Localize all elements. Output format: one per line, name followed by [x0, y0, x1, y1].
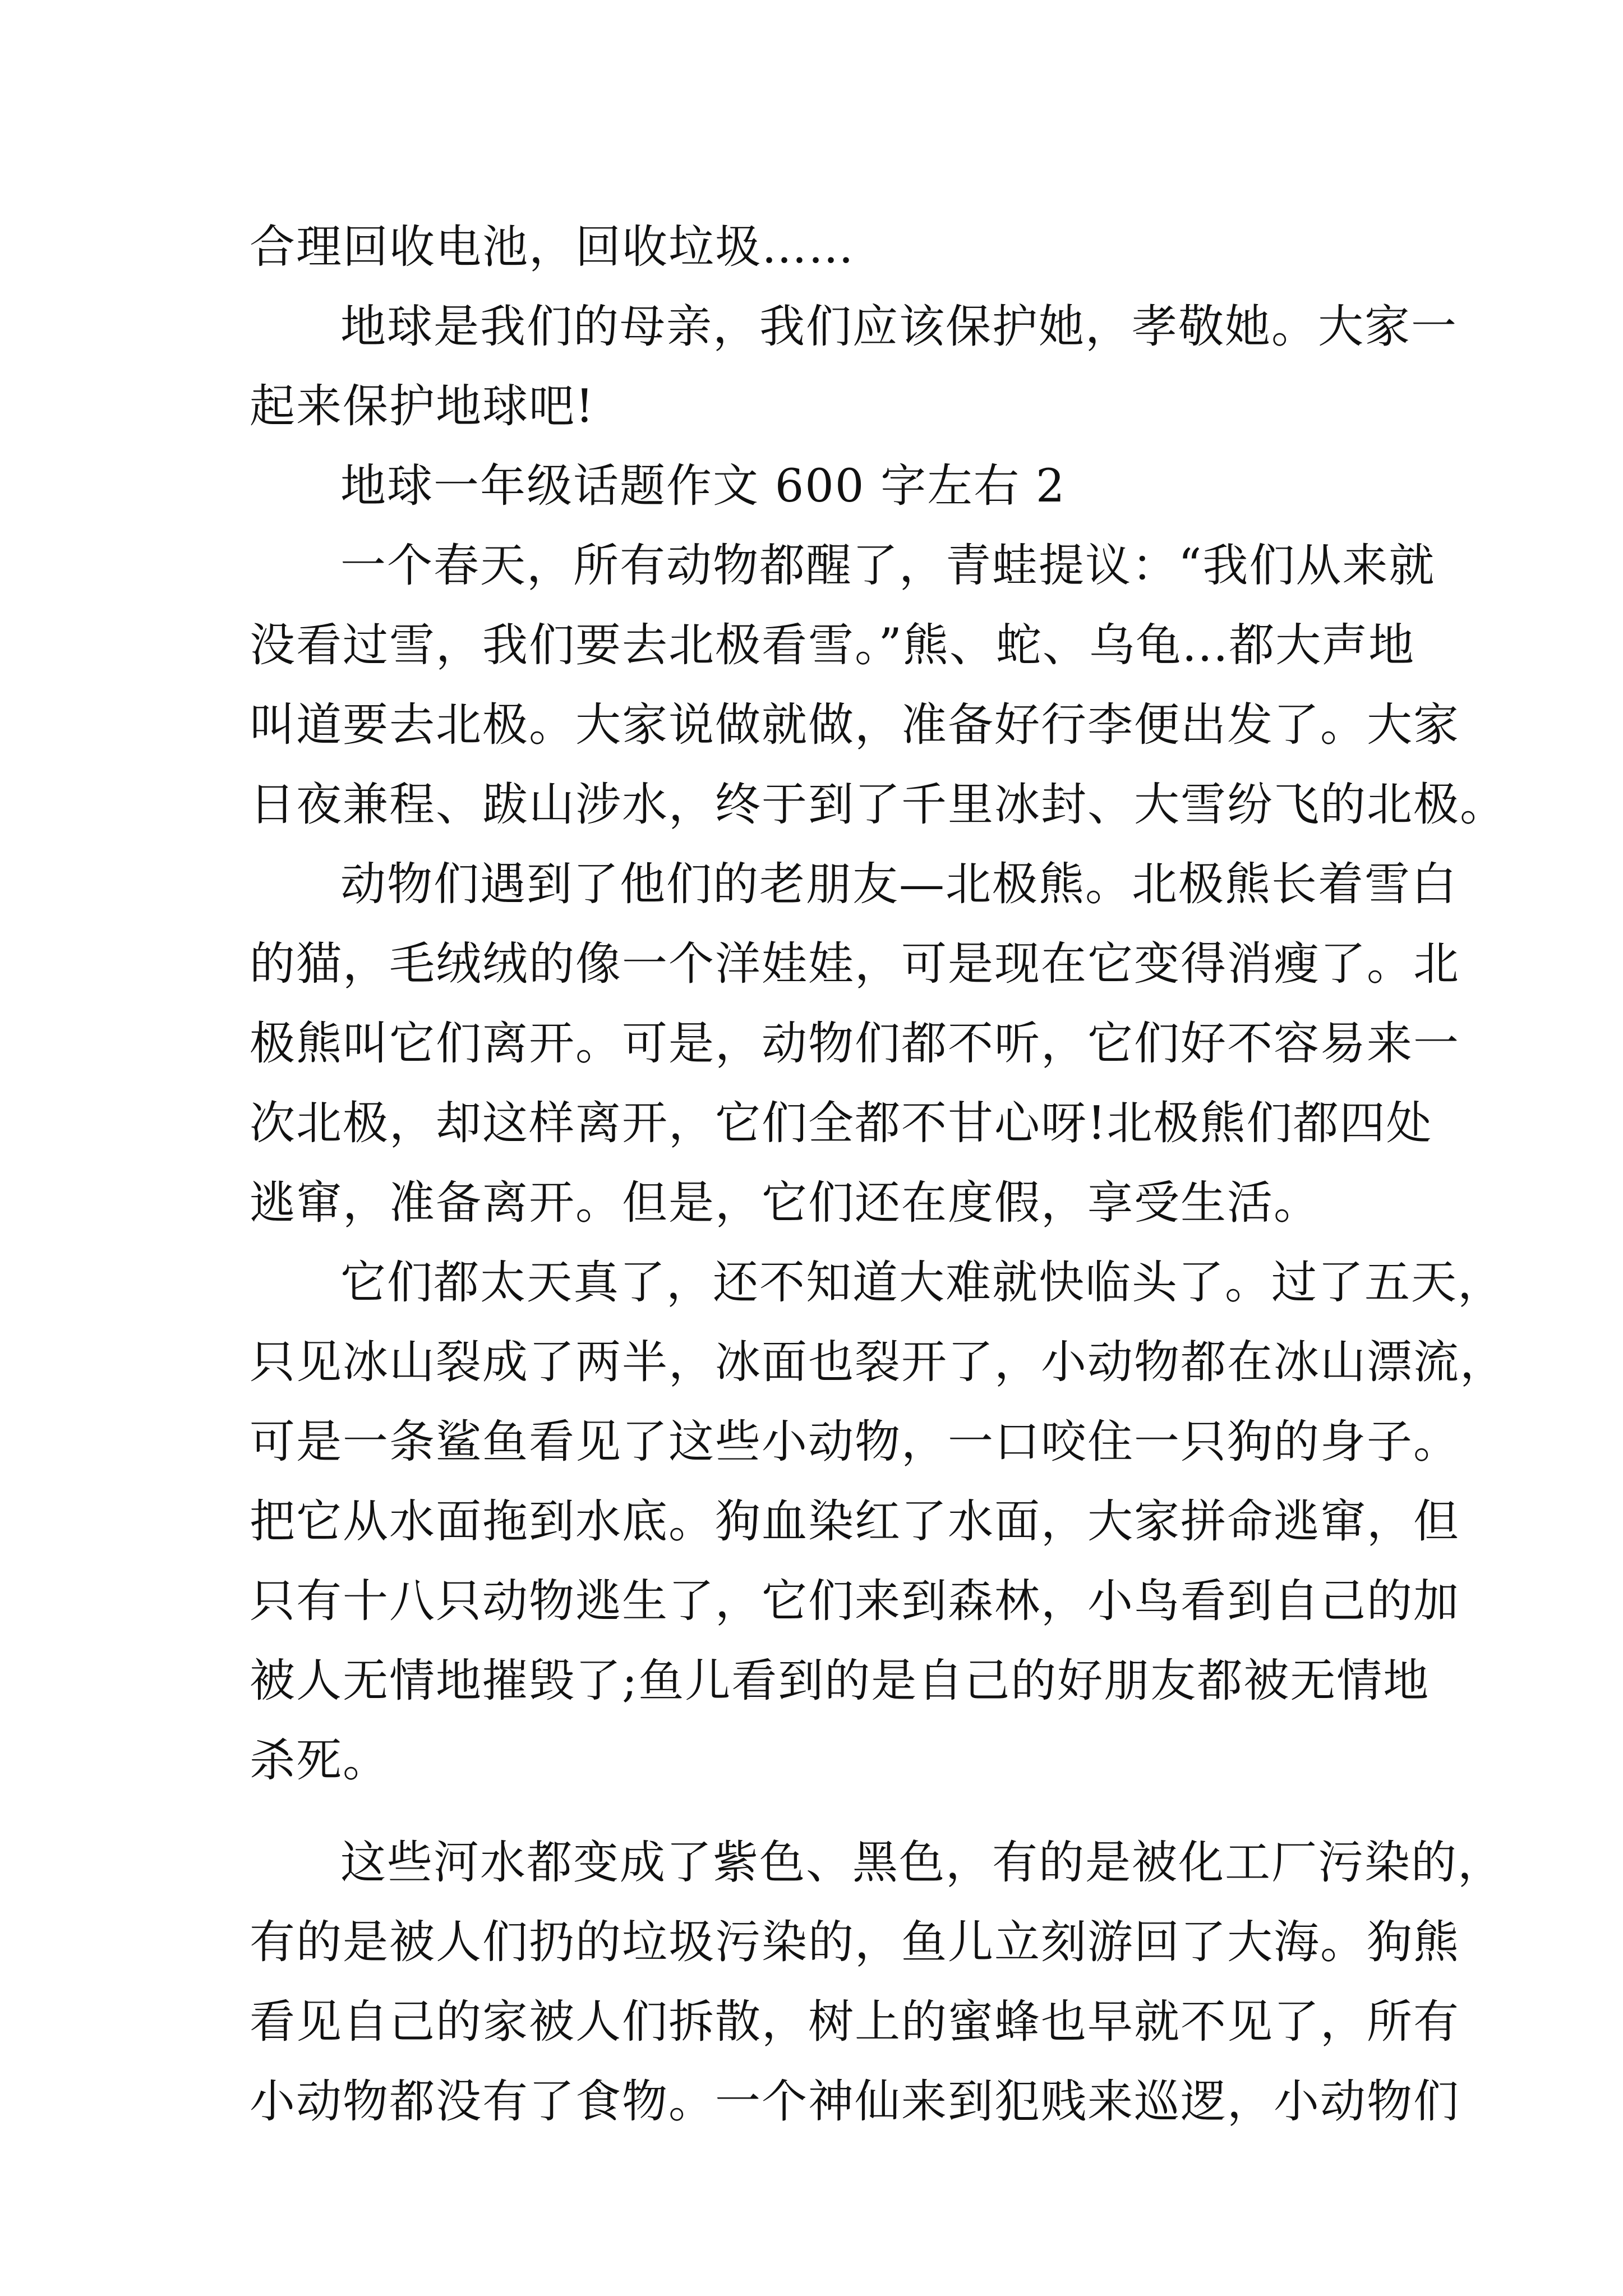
- text-line: 看见自己的家被人们拆散，树上的蜜蜂也早就不见了，所有: [250, 1996, 1460, 2049]
- text-line: 叫道要去北极。大家说做就做，准备好行李便出发了。大家: [250, 699, 1460, 752]
- document-body: [250, 208, 1507, 2142]
- text-line: 极熊叫它们离开。可是，动物们都不听，它们好不容易来一: [250, 1018, 1460, 1070]
- text-line: 日夜兼程、跋山涉水，终于到了千里冰封、大雪纷飞的北极。: [250, 779, 1507, 831]
- section-heading: 地球一年级话题作文 600 字左右 2: [340, 460, 1066, 513]
- text-line: 这些河水都变成了紫色、黑色，有的是被化工厂污染的，: [340, 1837, 1505, 1889]
- text-line: 被人无情地摧毁了;鱼儿看到的是自己的好朋友都被无情地: [250, 1655, 1430, 1708]
- text-line: 次北极，却这样离开，它们全都不甘心呀!北极熊们都四处: [250, 1097, 1433, 1150]
- text-line: 一个春天，所有动物都醒了，青蛙提议：“我们从来就: [340, 540, 1436, 592]
- text-line: 动物们遇到了他们的老朋友—北极熊。北极熊长着雪白: [340, 858, 1458, 911]
- text-line: 起来保护地球吧!: [250, 380, 595, 433]
- text-line: 有的是被人们扔的垃圾污染的，鱼儿立刻游回了大海。狗熊: [250, 1916, 1460, 1969]
- text-line: 杀死。: [250, 1734, 390, 1787]
- text-line: 没看过雪，我们要去北极看雪。”熊、蛇、乌龟...都大声地: [250, 619, 1415, 672]
- text-line: 只见冰山裂成了两半，冰面也裂开了，小动物都在冰山漂流，: [250, 1336, 1507, 1389]
- text-line: 它们都太天真了，还不知道大难就快临头了。过了五天，: [340, 1257, 1505, 1309]
- text-line: 地球是我们的母亲，我们应该保护她，孝敬她。大家一: [340, 301, 1458, 353]
- text-line: 合理回收电池，回收垃圾……: [250, 221, 855, 274]
- text-line: 逃窜，准备离开。但是，它们还在度假，享受生活。: [250, 1177, 1321, 1230]
- paragraph-gap: [250, 1801, 1405, 1823]
- text-line: 可是一条鲨鱼看见了这些小动物，一口咬住一只狗的身子。: [250, 1416, 1460, 1469]
- text-line: 把它从水面拖到水底。狗血染红了水面，大家拼命逃窜，但: [250, 1496, 1460, 1548]
- text-line: 小动物都没有了食物。一个神仙来到犯贱来巡逻，小动物们: [250, 2076, 1460, 2128]
- text-line: 的猫，毛绒绒的像一个洋娃娃，可是现在它变得消瘦了。北: [250, 938, 1460, 991]
- text-line: 只有十八只动物逃生了，它们来到森林，小鸟看到自己的加: [250, 1575, 1460, 1628]
